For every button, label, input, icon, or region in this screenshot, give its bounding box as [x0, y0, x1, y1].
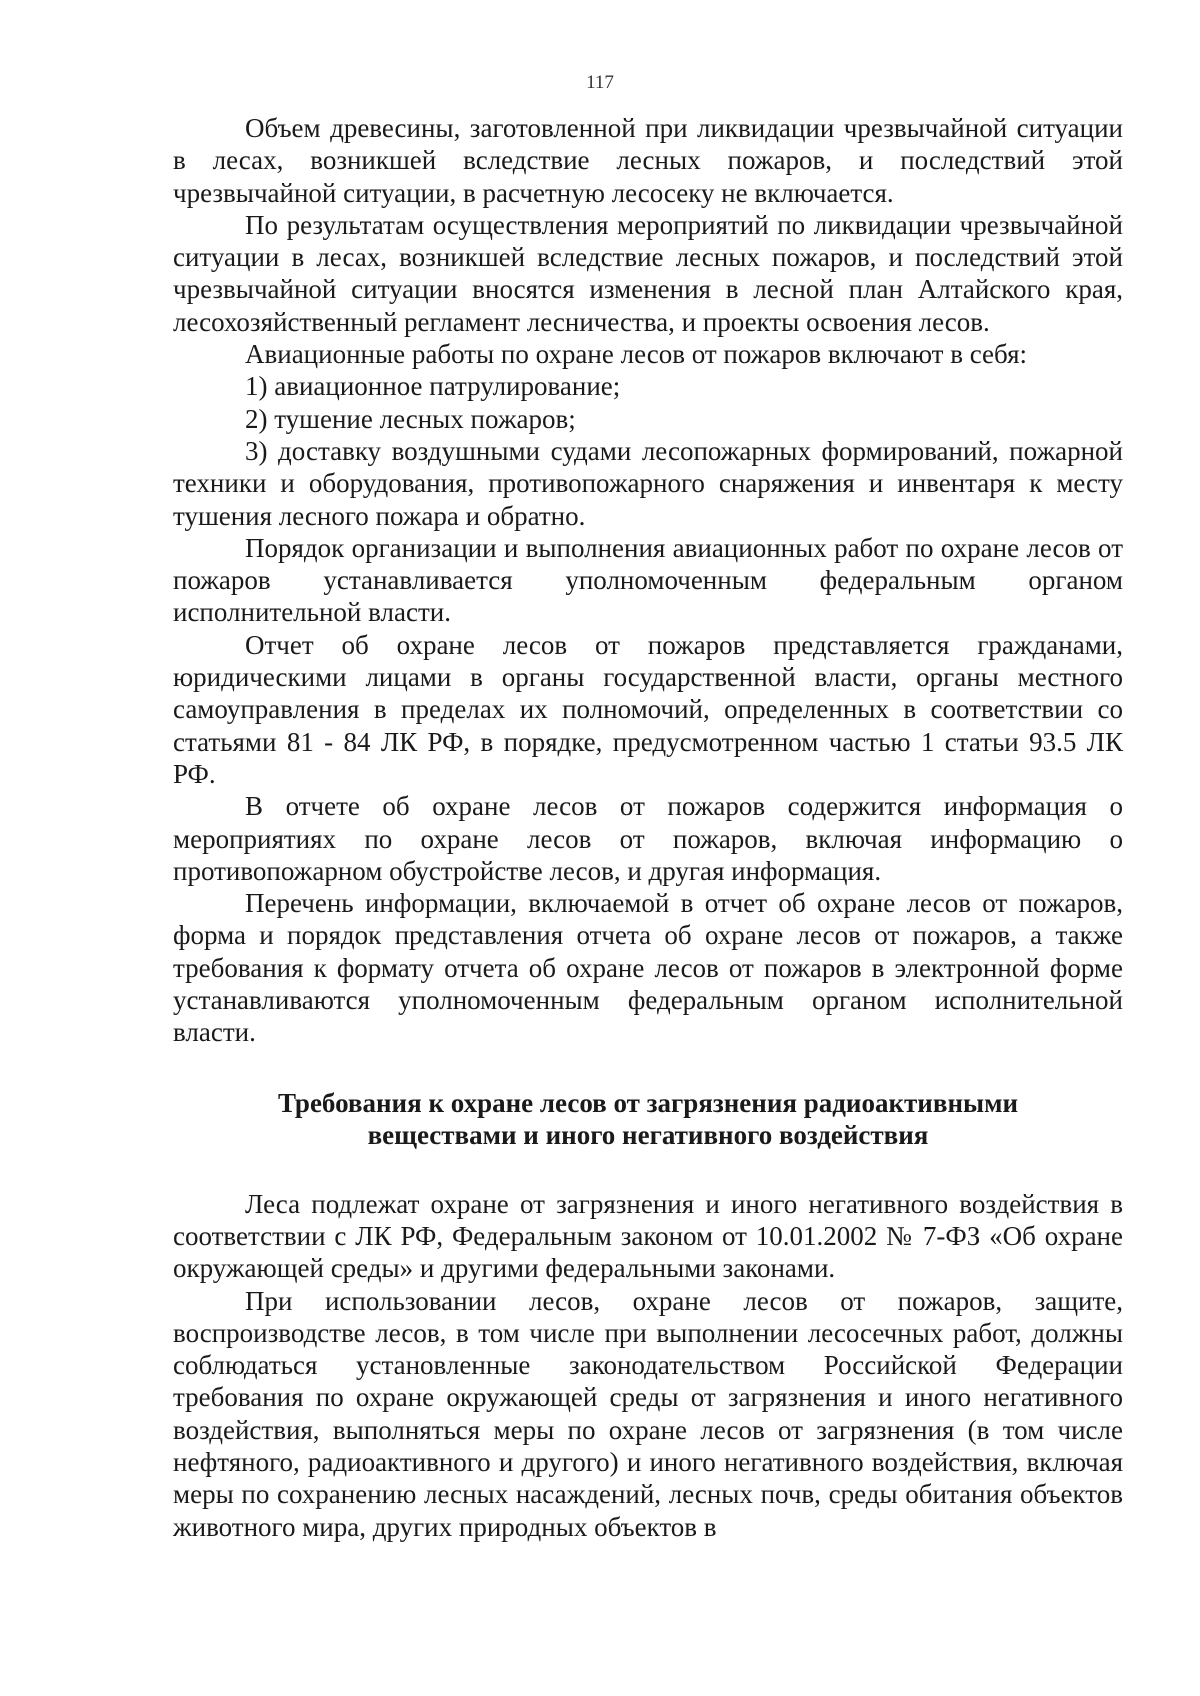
paragraph-felling-volume: Объем древесины, заготовленной при ликвидации чрезвычайной ситуации в лесах, возникшей вследствие лесных пожаров, и последствий этой чрезвычайной ситуации, в расчетную лесосеку не включается. — [173, 113, 1123, 208]
paragraph-aviation-procedure: Порядок организации и выполнения авиационных работ по охране лесов от пожаров устанавливается уполномоченным федеральным органом исполнительной власти. — [173, 532, 1123, 628]
paragraph-report-format: Перечень информации, включаемой в отчет об охране лесов от пожаров, форма и порядок представления отчета об охране лесов от пожаров, а также требования к формату отчета об охране лесов от пожаров в электронной форме устанавливаются уполномоченным федеральным органом исполнительной власти. — [173, 888, 1123, 1048]
paragraph-environmental-requirements: При использовании лесов, охране лесов от пожаров, защите, воспроизводстве лесов, в том числе при выполнении лесосечных работ, должны соблюдаться установленные законодательством Российской Федерации требования по охране окружающей среды от загрязнения и иного негативного воздействия, выполняться меры по охране лесов от загрязнения (в том числе нефтяного, радиоактивного и другого) и иного негативного воздействия, включая меры по сохранению лесных насаждений, лесных почв, среды обитания объектов животного мира, других природных объектов в — [173, 1285, 1123, 1542]
paragraph-legal-basis: Леса подлежат охране от загрязнения и иного негативного воздействия в соответствии с ЛК РФ, Федеральным законом от 10.01.2002 № 7-ФЗ «Об охране окружающей среды» и другими федеральными законами. — [173, 1188, 1123, 1284]
paragraph-aviation-works: Авиационные работы по охране лесов от пожаров включают в себя: — [245, 339, 1028, 370]
section-heading-line-2: веществами и иного негативного воздействия — [367, 1120, 929, 1151]
paragraph-report-submission: Отчет об охране лесов от пожаров представляется гражданами, юридическими лицами в органы государственной власти, органы местного самоуправления в пределах их полномочий, определенных в соответствии со статьями 81 - 84 ЛК РФ, в порядке, предусмотренном частью 1 статьи 93.5 ЛК РФ. — [173, 629, 1123, 789]
section-heading-line-1: Требования к охране лесов от загрязнения радиоактивными — [277, 1087, 1019, 1118]
list-item-delivery: 3) доставку воздушными судами лесопожарных формирований, пожарной техники и оборудования, противопожарного снаряжения и инвентаря к месту тушения лесного пожара и обратно. — [173, 435, 1123, 531]
paragraph-forest-plan-changes: По результатам осуществления мероприятий по ликвидации чрезвычайной ситуации в лесах, возникшей вследствие лесных пожаров, и последствий этой чрезвычайной ситуации вносятся изменения в лесной план Алтайского края, лесохозяйственный регламент лесничества, и проекты освоения лесов. — [173, 209, 1123, 337]
list-item-patrol: 1) авиационное патрулирование; — [245, 371, 621, 402]
document-body — [173, 112, 1123, 1543]
section-heading — [173, 1087, 1123, 1152]
page-number: 117 — [586, 72, 614, 93]
paragraph-report-contents: В отчете об охране лесов от пожаров содержится информация о мероприятиях по охране лесов от пожаров, включая информацию о противопожарном обустройстве лесов, и другая информация. — [173, 791, 1123, 886]
list-item-extinguishing: 2) тушение лесных пожаров; — [245, 403, 576, 434]
